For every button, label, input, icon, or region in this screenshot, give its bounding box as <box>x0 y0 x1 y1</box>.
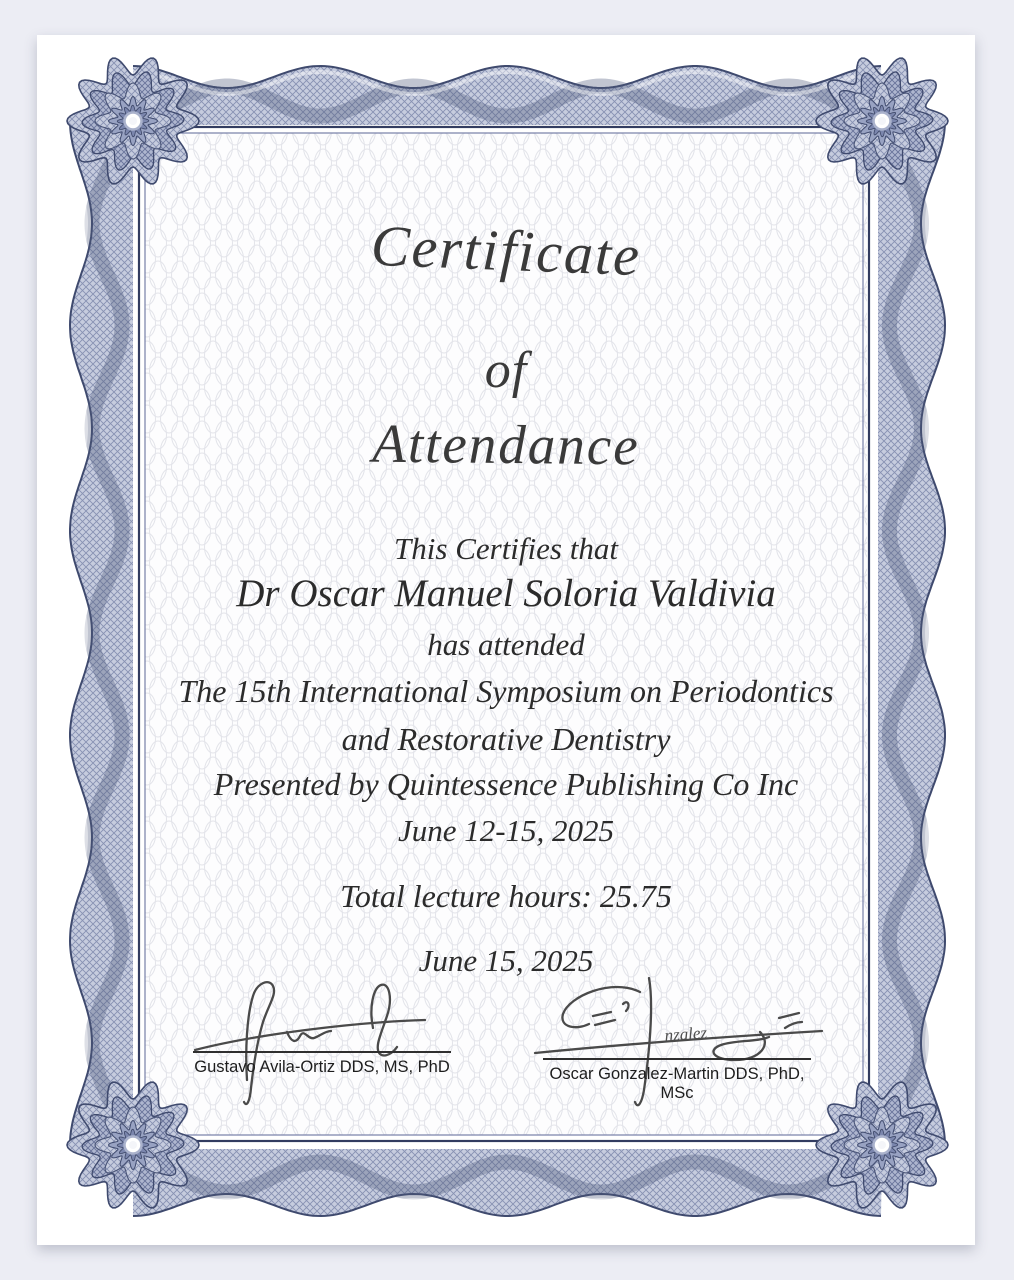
signature-flourish <box>195 1020 425 1050</box>
event-name-line2: and Restorative Dentistry <box>341 721 671 757</box>
event-dates: June 12-15, 2025 <box>397 813 615 848</box>
issue-date: June 15, 2025 <box>418 943 594 978</box>
title-line-of: of <box>484 342 528 399</box>
attended-label: has attended <box>427 627 585 662</box>
signature-stroke <box>623 1002 629 1011</box>
signature-avila-ortiz <box>187 970 447 1120</box>
signature-stroke <box>593 1012 615 1025</box>
title-line-certificate: Certificate <box>369 212 643 289</box>
certificate-content <box>37 35 975 1245</box>
title-line-attendance: Attendance <box>371 412 641 477</box>
certificate-page <box>37 35 975 1245</box>
event-name-line1: The 15th International Symposium on Periodontics <box>178 673 834 709</box>
signatory-name-left: Gustavo Avila-Ortiz DDS, MS, PhD <box>193 1051 451 1077</box>
certifies-label: This Certifies that <box>394 531 618 566</box>
recipient-name: Dr Oscar Manuel Soloria Valdivia <box>236 572 776 615</box>
signature-stroke <box>244 982 274 1104</box>
signature-stroke <box>779 1013 802 1028</box>
signature-stroke <box>371 985 397 1056</box>
signature-gonzalez-martin <box>517 970 847 1130</box>
signature-scribble-text: nzalez <box>663 1023 708 1045</box>
signatory-name-right: Oscar Gonzalez-Martin DDS, PhD, MSc <box>543 1058 811 1103</box>
presented-by: Presented by Quintessence Publishing Co Inc <box>213 766 799 802</box>
total-lecture-hours: Total lecture hours: 25.75 <box>340 878 672 914</box>
